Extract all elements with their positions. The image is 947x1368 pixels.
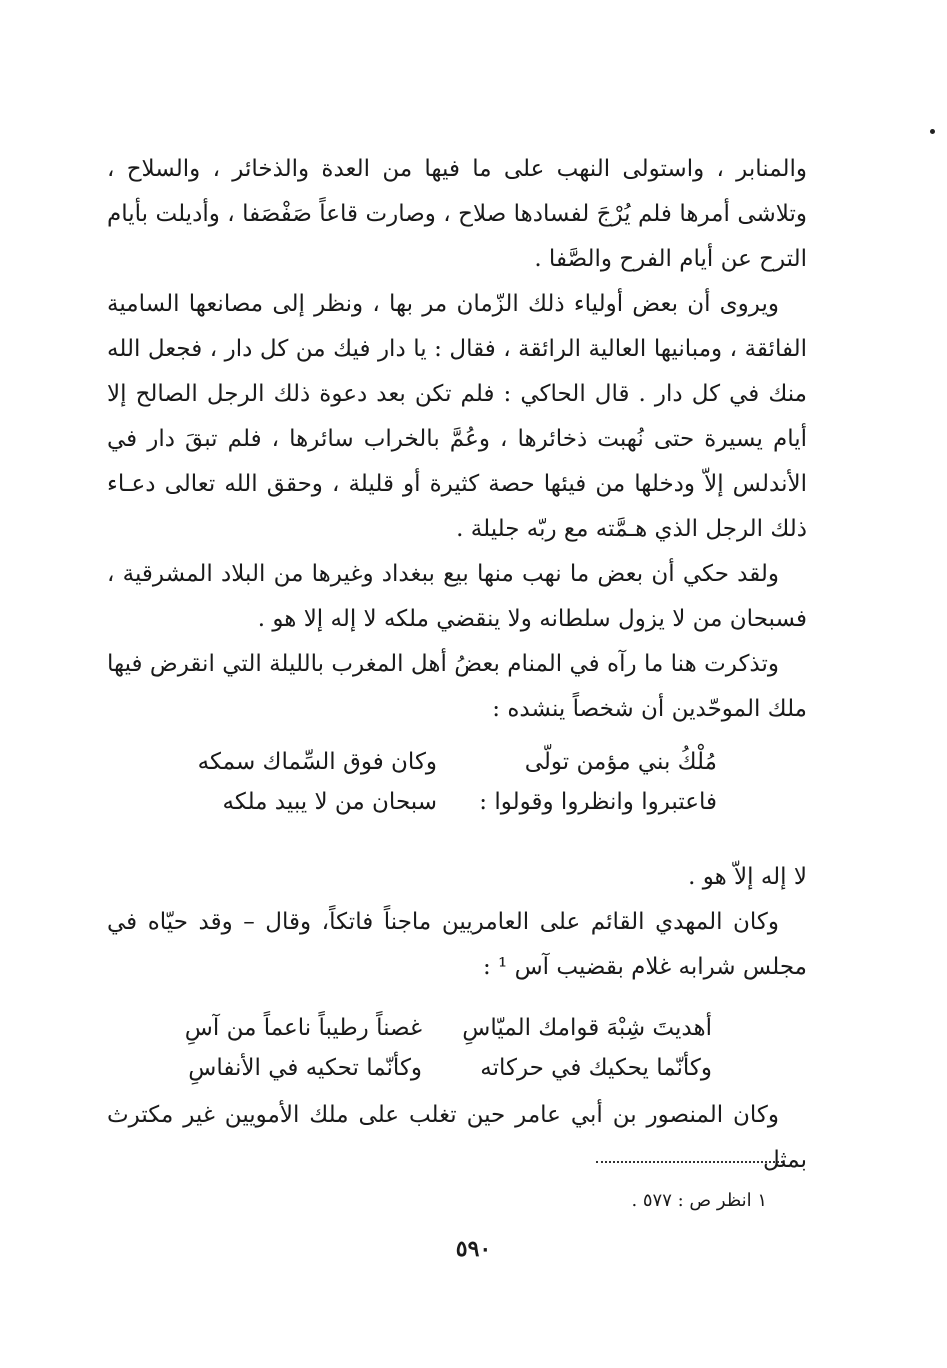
margin-dot bbox=[930, 129, 935, 134]
verse-line bbox=[198, 782, 717, 822]
verse-line bbox=[198, 742, 717, 782]
verse-hemistich-second: غصناً رطيباً ناعماً من آسِ bbox=[184, 1015, 422, 1041]
verse-line bbox=[185, 1008, 712, 1048]
paragraph: والمنابر ، واستولى النهب على ما فيها من العدة والذخائر ، والسلاح ، وتلاشى أمرها فلم يُرْجَ لفسادها صلاح ، وصارت قاعاً صَفْصَفا ، وأديلت بأيام الترح عن أيام الفرح والصَّفا . bbox=[107, 156, 807, 272]
page-number: ٥٩٠ bbox=[455, 1236, 492, 1262]
footnote-separator bbox=[596, 1161, 783, 1163]
verse-hemistich-second: سبحان من لا يبيد ملكه bbox=[222, 789, 437, 815]
text-block-bottom bbox=[107, 1093, 807, 1183]
verse-block-2 bbox=[185, 1008, 712, 1088]
paragraph: وكان المنصور بن أبي عامر حين تغلب على ملك الأمويين غير مكترث بمثل bbox=[107, 1102, 807, 1173]
paragraph: ولقد حكي أن بعض ما نهب منها بيع ببغداد وغيرها من البلاد المشرقية ، فسبحان من لا يزول سلطانه ولا ينقضي ملكه لا إله إلا هو . bbox=[107, 561, 807, 632]
verse-hemistich-first: أهديتَ شِبْهَ قوامك الميّاسِ bbox=[462, 1015, 712, 1041]
paragraph: لا إله إلاّ هو . bbox=[688, 864, 807, 890]
text-block-middle bbox=[107, 855, 807, 990]
paragraph: وكان المهدي القائم على العامريين ماجناً فاتكاً، وقال – وقد حيّاه في مجلس شرابه غلام بقضيب آس ¹ : bbox=[107, 909, 807, 980]
verse-hemistich-second: وكان فوق السِّماك سمكه bbox=[197, 749, 437, 775]
paragraph: ويروى أن بعض أولياء ذلك الزّمان مر بها ، ونظر إلى مصانعها السامية الفائقة ، ومبانيها العالية الرائقة ، فقال : يا دار فيك من كل دار ، فجعل الله منك في كل دار . قال الحاكي : فلم تكن بعد دعوة ذلك الرجل الصالح إلا أيام يسيرة حتى نُهبت ذخائرها ، وعُمَّ بالخراب سائرها ، فلم تبقَ دار في الأندلس إلاّ ودخلها من فيئها حصة كثيرة أو قليلة ، وحقق الله تعالى دعـاء ذلك الرجل الذي هـمَّته مع ربّه جليلة . bbox=[107, 291, 807, 542]
text-block-top bbox=[107, 147, 807, 732]
verse-line bbox=[185, 1048, 712, 1088]
paragraph: وتذكرت هنا ما رآه في المنام بعضُ أهل المغرب بالليلة التي انقرض فيها ملك الموحّدين أن شخصاً ينشده : bbox=[107, 651, 807, 722]
verse-hemistich-first: فاعتبروا وانظروا وقولوا : bbox=[479, 789, 717, 815]
verse-hemistich-first: وكأنّما يحكيك في حركاته bbox=[480, 1055, 712, 1081]
verse-block-1 bbox=[198, 742, 717, 822]
verse-hemistich-first: مُلْكُ بني مؤمن تولّى bbox=[524, 749, 717, 775]
verse-hemistich-second: وكأنّما تحكيه في الأنفاسِ bbox=[188, 1055, 422, 1081]
footnote: ١ انظر ص : ٥٧٧ . bbox=[631, 1190, 767, 1211]
